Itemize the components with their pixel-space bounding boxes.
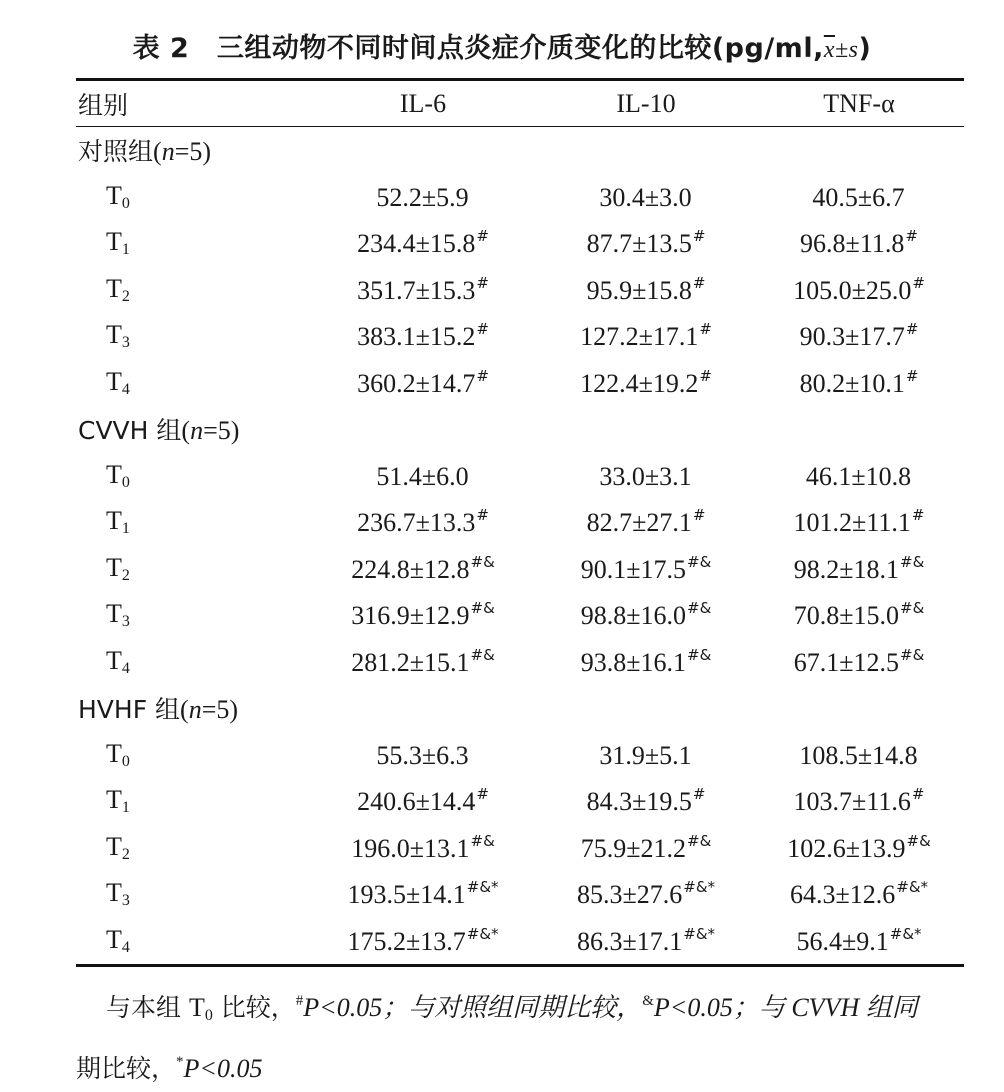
table-body bbox=[76, 127, 964, 966]
group-n: (n=5) bbox=[180, 695, 239, 725]
group-label bbox=[76, 127, 964, 174]
il6-value: 360.2±14.7# bbox=[357, 366, 489, 398]
header-tnf: TNF-α bbox=[823, 88, 895, 118]
significance-mark: # bbox=[692, 785, 706, 804]
table-row bbox=[76, 360, 964, 407]
group-name: HVHF 组 bbox=[78, 695, 181, 725]
table-row bbox=[76, 639, 964, 686]
time-point: $T_2$ bbox=[106, 552, 130, 584]
significance-mark: #& bbox=[687, 552, 712, 571]
table-title: 表 2 三组动物不同时间点炎症介质变化的比较$(pg/ml,\overline{x}\pm s)$ bbox=[132, 33, 872, 64]
table-row bbox=[76, 778, 964, 825]
significance-mark: # bbox=[905, 227, 918, 246]
significance-mark: # bbox=[911, 785, 925, 804]
tnf-value: 64.3±12.6#&* bbox=[789, 878, 929, 910]
data-table-wrap bbox=[76, 78, 964, 967]
tnf-value: 102.6±13.9#& bbox=[787, 831, 931, 863]
significance-mark: # bbox=[692, 227, 706, 246]
il10-value: 87.7±13.5# bbox=[586, 227, 706, 259]
significance-mark: # bbox=[692, 273, 706, 292]
data-table bbox=[76, 78, 964, 967]
group-label bbox=[76, 406, 964, 453]
significance-mark: #&* bbox=[683, 924, 716, 943]
significance-mark: #& bbox=[470, 552, 495, 571]
significance-mark: #&* bbox=[896, 878, 929, 897]
tnf-value: 70.8±15.0#& bbox=[793, 599, 925, 631]
tnf-value: 40.5±6.7 bbox=[812, 182, 905, 212]
significance-mark: #&* bbox=[889, 924, 922, 943]
il6-value: 55.3±6.3 bbox=[376, 740, 469, 770]
il6-value: 175.2±13.7#&* bbox=[347, 924, 499, 956]
group-label bbox=[76, 685, 964, 732]
significance-mark: #& bbox=[470, 645, 495, 664]
significance-mark: # bbox=[699, 320, 712, 339]
significance-mark: # bbox=[476, 366, 489, 385]
time-point: $T_2$ bbox=[106, 273, 130, 305]
il6-value: 240.6±14.4# bbox=[357, 785, 489, 817]
significance-mark: # bbox=[476, 273, 489, 292]
header-group: 组别 bbox=[78, 90, 129, 120]
significance-mark: #& bbox=[900, 645, 925, 664]
time-point: $T_3$ bbox=[106, 878, 130, 910]
significance-mark: # bbox=[911, 506, 925, 525]
tnf-value: 103.7±11.6# bbox=[793, 785, 925, 817]
il10-value: 86.3±17.1#&* bbox=[576, 924, 716, 956]
group-name: 对照组 bbox=[78, 137, 154, 167]
tnf-value: 56.4±9.1#&* bbox=[796, 924, 922, 956]
table-header-row bbox=[76, 80, 964, 127]
time-point: $T_1$ bbox=[106, 227, 130, 259]
il6-value: 316.9±12.9#& bbox=[351, 599, 495, 631]
table-title-text: 表 2 三组动物不同时间点炎症介质变化的比较(pg/ml, bbox=[132, 33, 824, 64]
il6-value: 236.7±13.3# bbox=[357, 506, 489, 538]
il6-value: 234.4±15.8# bbox=[357, 227, 489, 259]
significance-mark: # bbox=[476, 785, 489, 804]
group-n: (n=5) bbox=[181, 416, 240, 446]
il10-value: 122.4±19.2# bbox=[580, 366, 712, 398]
il6-value: 351.7±15.3# bbox=[357, 273, 489, 305]
il10-value: 127.2±17.1# bbox=[580, 320, 712, 352]
significance-mark: #& bbox=[687, 599, 712, 618]
il10-value: 98.8±16.0#& bbox=[580, 599, 712, 631]
il6-value: 196.0±13.1#& bbox=[351, 831, 495, 863]
il6-value: 51.4±6.0 bbox=[376, 461, 469, 491]
significance-mark: #& bbox=[687, 645, 712, 664]
table-row bbox=[76, 267, 964, 314]
il10-value: 84.3±19.5# bbox=[586, 785, 706, 817]
group-row bbox=[76, 406, 964, 453]
il10-value: 31.9±5.1 bbox=[599, 740, 692, 770]
time-point: $T_2$ bbox=[106, 831, 130, 863]
time-point: $T_4$ bbox=[106, 366, 130, 398]
table-row bbox=[76, 313, 964, 360]
significance-mark: # bbox=[476, 227, 489, 246]
table-row bbox=[76, 871, 964, 918]
il6-value: 52.2±5.9 bbox=[376, 182, 469, 212]
table-row bbox=[76, 592, 964, 639]
table-row bbox=[76, 732, 964, 779]
significance-mark: # bbox=[912, 273, 925, 292]
il10-value: 93.8±16.1#& bbox=[580, 645, 712, 677]
time-point: $T_0$ bbox=[106, 459, 130, 491]
table-row bbox=[76, 825, 964, 872]
time-point: $T_3$ bbox=[106, 599, 130, 631]
il10-value: 90.1±17.5#& bbox=[580, 552, 712, 584]
tnf-value: 46.1±10.8 bbox=[805, 461, 912, 491]
table-row bbox=[76, 453, 964, 500]
tnf-value: 101.2±11.1# bbox=[793, 506, 925, 538]
significance-mark: # bbox=[692, 506, 706, 525]
il10-value: 30.4±3.0 bbox=[599, 182, 692, 212]
significance-mark: #& bbox=[900, 599, 925, 618]
tnf-value: 96.8±11.8# bbox=[800, 227, 918, 259]
il10-value: 82.7±27.1# bbox=[586, 506, 706, 538]
group-name: CVVH 组 bbox=[78, 416, 182, 446]
il6-value: 383.1±15.2# bbox=[357, 320, 489, 352]
il10-value: 85.3±27.6#&* bbox=[576, 878, 716, 910]
footnote-line-2: 期比较，*P<0.05 bbox=[76, 1054, 263, 1083]
significance-mark: #&* bbox=[683, 878, 716, 897]
tnf-value: 80.2±10.1# bbox=[799, 366, 919, 398]
table-row bbox=[76, 546, 964, 593]
time-point: $T_0$ bbox=[106, 180, 130, 212]
header-il10: IL-10 bbox=[616, 88, 676, 118]
il6-value: 281.2±15.1#& bbox=[351, 645, 495, 677]
time-point: $T_1$ bbox=[106, 506, 130, 538]
time-point: $T_4$ bbox=[106, 924, 130, 956]
il10-value: 95.9±15.8# bbox=[586, 273, 706, 305]
time-point: $T_1$ bbox=[106, 785, 130, 817]
tnf-value: 108.5±14.8 bbox=[799, 740, 918, 770]
significance-mark: #& bbox=[470, 831, 495, 850]
significance-mark: # bbox=[476, 320, 489, 339]
significance-mark: #&* bbox=[466, 878, 499, 897]
table-row bbox=[76, 499, 964, 546]
il6-value: 224.8±12.8#& bbox=[351, 552, 495, 584]
il10-value: 75.9±21.2#& bbox=[580, 831, 712, 863]
significance-mark: #&* bbox=[466, 924, 499, 943]
significance-mark: # bbox=[699, 366, 712, 385]
group-n: (n=5) bbox=[153, 137, 212, 167]
table-footnote bbox=[76, 978, 964, 1092]
table-title-stat: $\overline{x}\pm s$ bbox=[823, 37, 859, 63]
significance-mark: #& bbox=[470, 599, 495, 618]
time-point: $T_0$ bbox=[106, 738, 130, 770]
significance-mark: # bbox=[905, 366, 919, 385]
tnf-value: 98.2±18.1#& bbox=[793, 552, 925, 584]
tnf-value: 105.0±25.0# bbox=[793, 273, 925, 305]
significance-mark: #& bbox=[900, 552, 925, 571]
table-row bbox=[76, 918, 964, 966]
footnote-line-1: 与本组 $T_0$ 比较，#P<0.05；与对照组同期比较，&P<0.05；与 CVVH 组同 bbox=[106, 993, 918, 1024]
significance-mark: # bbox=[905, 320, 919, 339]
time-point: $T_3$ bbox=[106, 320, 130, 352]
significance-mark: #& bbox=[906, 831, 931, 850]
group-row bbox=[76, 127, 964, 174]
tnf-value: 90.3±17.7# bbox=[799, 320, 919, 352]
significance-mark: # bbox=[476, 506, 489, 525]
table-row bbox=[76, 174, 964, 221]
il10-value: 33.0±3.1 bbox=[599, 461, 692, 491]
significance-mark: #& bbox=[687, 831, 712, 850]
il6-value: 193.5±14.1#&* bbox=[347, 878, 499, 910]
time-point: $T_4$ bbox=[106, 645, 130, 677]
group-row bbox=[76, 685, 964, 732]
table-row bbox=[76, 220, 964, 267]
tnf-value: 67.1±12.5#& bbox=[793, 645, 925, 677]
header-il6: IL-6 bbox=[399, 88, 447, 118]
